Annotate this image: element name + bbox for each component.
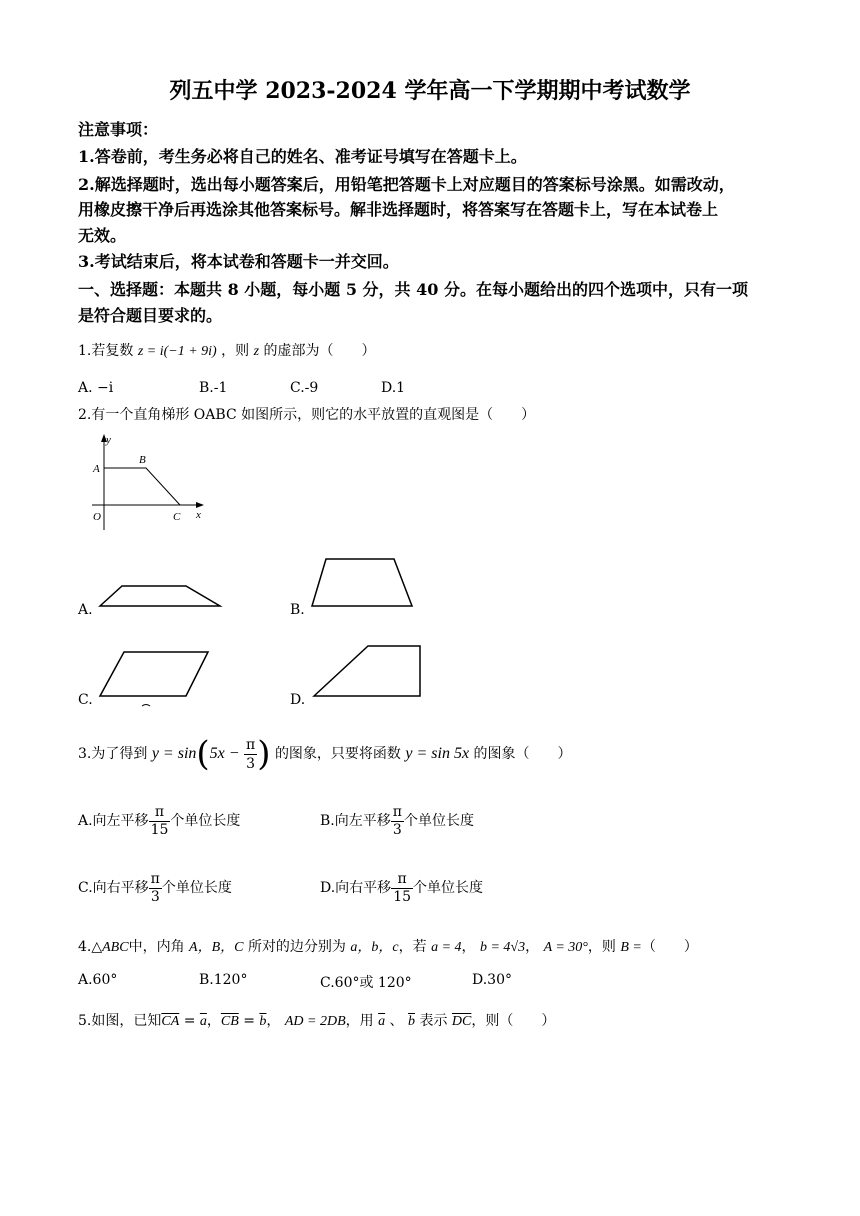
q2-option-b-shape <box>308 555 418 610</box>
notice-item-3: 3.考试结束后，将本试卷和答题卡一并交回。 <box>78 252 399 271</box>
q2-label-c: C <box>173 511 181 523</box>
q3-option-d-label: D.向右平移 <box>320 880 392 896</box>
q5-vector-dc: $\overline{DC}$ <box>451 1014 472 1029</box>
q3-option-a-fraction <box>149 804 171 839</box>
q3-fraction-num: π <box>246 736 256 753</box>
q1-post: 的虚部为（ ） <box>263 343 376 359</box>
q3-option-b-fraction <box>391 804 404 839</box>
q5-pre: 5.如图，已知 <box>78 1013 162 1029</box>
q5-eq-1: = <box>179 1013 200 1029</box>
q4-text4: ，则 <box>587 939 616 955</box>
q4-cond-2: b = 4√3 <box>479 940 526 955</box>
q3-option-a-suffix: 个单位长度 <box>170 813 241 829</box>
q2-label-y: y <box>106 434 111 446</box>
q3-mid: 的图象，只要将函数 <box>274 746 401 762</box>
q2-option-c: C. <box>78 692 93 708</box>
q4-option-b: B.120° <box>199 972 248 988</box>
q2-option-b: B. <box>290 602 305 618</box>
q4-sides: a，b，c <box>350 940 399 955</box>
q3-pre: 3.为了得到 <box>78 746 148 762</box>
q1-option-c: C.-9 <box>290 380 319 396</box>
q4-text3: ，若 <box>398 939 427 955</box>
q3-option-d-num: π <box>391 871 413 889</box>
q3-option-b-suffix: 个单位长度 <box>403 813 474 829</box>
q3-option-a-num: π <box>149 804 171 822</box>
notice-item-2-end: 无效。 <box>78 226 127 245</box>
q2-label-b: B <box>139 454 146 466</box>
q4-triangle: ABC <box>102 940 129 955</box>
q2-figure-trapezoid-edges <box>104 468 180 505</box>
q3-post: 的图象（ ） <box>473 746 572 762</box>
q2-label-o: O <box>93 511 101 523</box>
q4-ask: B = <box>620 940 642 955</box>
question-5 <box>78 1010 555 1030</box>
q4-post: （ ） <box>641 939 698 955</box>
notice-item-2-cont: 用橡皮擦干净后再选涂其他答案标号。解非选择题时，将答案写在答题卡上，写在本试卷上 <box>78 200 719 219</box>
q3-option-b-label: B.向左平移 <box>320 813 391 829</box>
question-3 <box>78 734 572 774</box>
q3-option-b-den: 3 <box>392 821 402 838</box>
q3-option-c-label: C.向右平移 <box>78 880 149 896</box>
q5-text1: ，用 <box>345 1013 374 1029</box>
q3-option-c <box>78 868 232 908</box>
q2-label-a: A <box>93 463 100 475</box>
question-1 <box>78 340 376 360</box>
q4-angles: A，B，C <box>189 940 244 955</box>
q1-var: z <box>253 344 260 359</box>
q1-option-a: A. −i <box>78 380 114 396</box>
q5-vector-b: $\overline{b}$ <box>259 1014 267 1029</box>
q3-option-b <box>320 801 474 841</box>
q1-pre: 1.若复数 <box>78 343 134 359</box>
q5-post: ，则（ ） <box>471 1013 556 1029</box>
q5-sep-2: ， <box>266 1013 281 1029</box>
q4-text2: 所对的边分别为 <box>247 939 346 955</box>
q5-dun: 、 <box>385 1013 404 1029</box>
q5-vector-b-2: $\overline{b}$ <box>408 1014 416 1029</box>
q3-option-b-num: π <box>392 803 402 820</box>
q2-option-c-shape <box>96 648 216 708</box>
q2-figure-trapezoid-oabc <box>80 430 220 540</box>
q3-fraction <box>244 736 257 773</box>
q2-option-d-shape <box>310 642 425 700</box>
q4-cond-3: A = 30° <box>543 940 588 955</box>
q4-sep-1: ， <box>461 939 476 955</box>
q5-vector-a-2: $\overline{a}$ <box>378 1014 386 1029</box>
q3-paren-open: ( <box>196 734 210 774</box>
q3-option-d-fraction <box>391 871 413 906</box>
q5-vector-ca: $\overline{CA}$ <box>161 1014 180 1029</box>
notice-item-1: 1.答卷前，考生务必将自己的姓名、准考证号填写在答题卡上。 <box>78 147 527 166</box>
q1-option-d: D.1 <box>381 380 406 396</box>
q3-option-c-num: π <box>150 870 160 887</box>
q3-option-c-fraction <box>149 871 162 906</box>
q3-option-c-den: 3 <box>150 888 160 905</box>
q5-text2: 表示 <box>419 1013 448 1029</box>
q5-eq-2: = <box>238 1013 260 1029</box>
q1-expression: z = i(−1 + 9i) <box>137 344 217 359</box>
q4-option-a: A.60° <box>78 972 118 988</box>
question-2: 2.有一个直角梯形 OABC 如图所示，则它的水平放置的直观图是（ ） <box>78 407 536 423</box>
q3-option-a-label: A.向左平移 <box>78 813 149 829</box>
q4-sep-2: ， <box>525 939 540 955</box>
q2-option-a-shape <box>96 580 226 610</box>
q3-option-d-suffix: 个单位长度 <box>413 880 484 896</box>
question-4 <box>78 936 698 956</box>
q4-option-c: C.60°或 120° <box>320 975 412 991</box>
q2-figure-x-arrow <box>196 502 204 508</box>
q3-expression-inner: 5x − <box>209 745 240 762</box>
q3-option-a <box>78 801 240 841</box>
q4-cond-1: a = 4 <box>431 940 462 955</box>
q3-expression-left: y = sin <box>151 745 197 762</box>
q5-vector-cb: $\overline{CB}$ <box>220 1014 239 1029</box>
q1-option-b: B.-1 <box>199 380 228 396</box>
q3-expression-2: y = sin 5x <box>405 745 470 762</box>
q3-paren-close: ) <box>257 734 271 774</box>
q2-option-d: D. <box>290 692 306 708</box>
q3-option-d <box>320 868 483 908</box>
q4-option-d: D.30° <box>472 972 512 988</box>
q5-sep-1: ， <box>206 1013 221 1029</box>
section-heading-line1: 一、选择题：本题共 8 小题，每小题 5 分，共 40 分。在每小题给出的四个选项中，只有一项 <box>78 280 748 299</box>
page-title: 列五中学 2023-2024 学年高一下学期期中考试数学 <box>169 78 691 104</box>
section-heading-line2: 是符合题目要求的。 <box>78 306 223 325</box>
notice-heading: 注意事项： <box>78 120 159 139</box>
q5-vector-a: $\overline{a}$ <box>199 1014 207 1029</box>
q3-option-d-den: 15 <box>393 888 412 905</box>
q2-label-x: x <box>196 509 201 521</box>
q3-option-a-den: 15 <box>150 821 169 838</box>
q1-mid: ，则 <box>221 343 250 359</box>
q2-option-a: A. <box>78 602 93 618</box>
q4-pre: 4.△ <box>78 939 103 955</box>
q3-option-c-suffix: 个单位长度 <box>161 880 232 896</box>
q3-fraction-den: 3 <box>246 755 256 772</box>
notice-item-2: 2.解选择题时，选出每小题答案后，用铅笔把答题卡上对应题目的答案标号涂黑。如需改动， <box>78 175 735 194</box>
q5-relation: AD = 2DB <box>284 1014 346 1029</box>
q4-text1: 中，内角 <box>128 939 185 955</box>
